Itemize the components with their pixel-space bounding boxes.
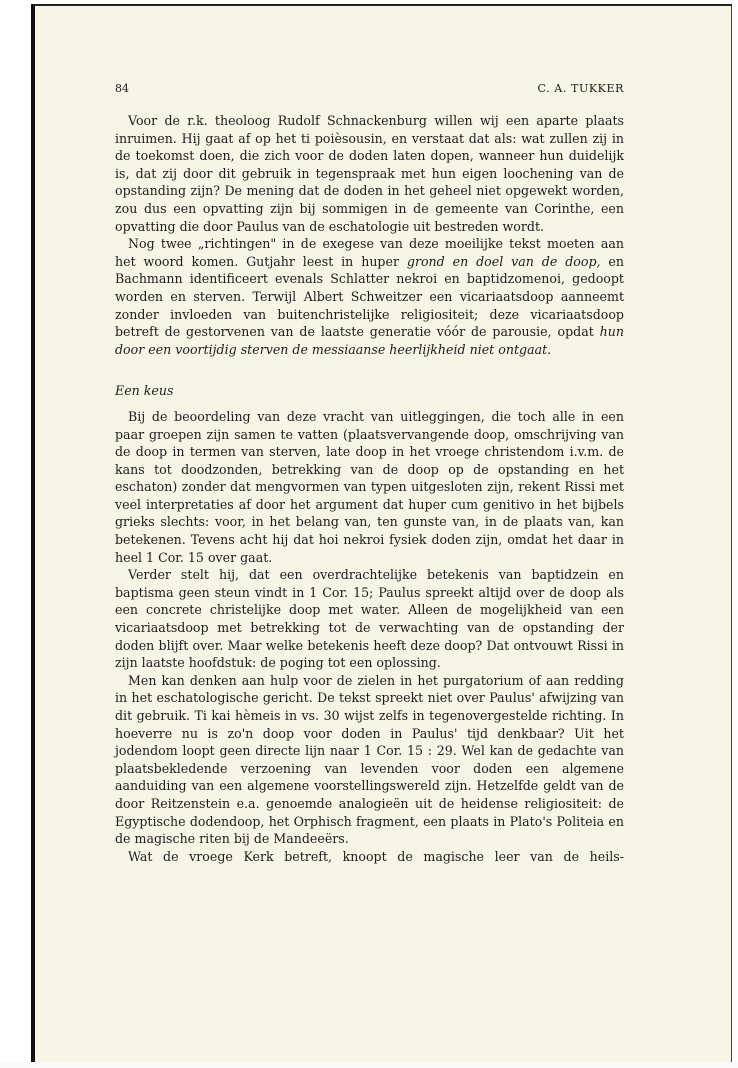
- section-heading: Een keus: [115, 383, 174, 399]
- body-text: [115, 112, 624, 865]
- page-number: 84: [115, 82, 129, 95]
- paragraph-verder: Verder stelt hij, dat een overdrachtelijke betekenis van baptidzein en baptisma geen steun vindt in 1 Cor. 15; Paulus spreekt altijd over de doop als een concrete christelijke doop met water. Alleen de mogelijkheid van een vicariaatsdoop met betrekking tot de verwachting van de opstanding der doden blijft over. Maar welke betekenis heeft deze doop? Dat ontvouwt Rissi in zijn laatste hoofdstuk: de poging tot een oplossing.: [115, 567, 624, 671]
- paragraph-vroege-kerk: Wat de vroege Kerk betreft, knoopt de magische leer van de heils-: [128, 848, 624, 864]
- scan-margin: [0, 1062, 738, 1068]
- paragraph-schnackenburg: Voor de r.k. theoloog Rudolf Schnackenburg willen wij een aparte plaats inruimen. Hij gaat af op het ti poièsousin, en verstaat dat als: wat zullen zij in de toekomst doen, die zich voor de doden laten dopen, wanneer hun duidelijk is, dat zij door dit gebruik in tegenspraak met hun eigen loochening van de opstanding zijn? De mening dat de doden in het geheel niet opgewekt worden, zou dus een opvatting zijn bij sommigen in de gemeente van Corinthe, een opvatting die door Paulus van de eschatologie uit bestreden wordt.: [115, 113, 624, 234]
- italic-phrase: hun door een voortijdig sterven de messiaanse heerlijkheid niet ontgaat.: [115, 324, 624, 357]
- paragraph-purgatorium: Men kan denken aan hulp voor de zielen in het purgatorium of aan redding in het eschatologische gericht. De tekst spreekt niet over Paulus' afwijzing van dit gebruik. Ti kai hèmeis in vs. 30 wijst zelfs in tegenovergestelde richting. In hoeverre nu is zo'n doop voor doden in Paulus' tijd denkbaar? Uit het jodendom loopt geen directe lijn naar 1 Cor. 15 : 29. Wel kan de gedachte van plaatsbekledende verzoening van levenden voor doden een algemene aanduiding van een algemene voorstellingswereld zijn. Hetzelfde geldt van de door Reitzenstein e.a. genoemde analogieën uit de heidense religiositeit: de Egyptische dodendoop, het Orphisch fragment, een plaats in Plato's Politeia en de magische riten bij de Mandeeërs.: [115, 672, 624, 847]
- text-run: en Bachmann identificeert evenals Schlatter nekroi en baptidzomenoi, gedoopt worden en sterven. Terwijl Albert Schweitzer een vicariaatsdoop aanneemt zonder invloeden van buitenchristelijke religiositeit; deze vicariaatsdoop betreft de gestorvenen van de laatste generatie vóór de parousie, opdat: [115, 253, 624, 340]
- text-run: Nog twee „richtingen" in de exegese van deze moeilijke tekst moeten aan het woord komen. Gutjahr leest in huper: [115, 236, 624, 269]
- running-head: C. A. TUKKER: [537, 82, 624, 95]
- paragraph-beoordeling: Bij de beoordeling van deze vracht van uitleggingen, die toch alle in een paar groepen zijn samen te vatten (plaatsvervangende doop, omschrijving van de doop in termen van sterven, late doop in het vroege christendom i.v.m. de kans tot doodzonden, betrekking van de doop op de opstanding en het eschaton) zonder dat mengvormen van typen uitgesloten zijn, rekent Rissi met veel interpretaties af door het argument dat huper cum genitivo in het bijbels grieks slechts: voor, in het belang van, ten gunste van, in de plaats van, kan betekenen. Tevens acht hij dat hoi nekroi fysiek doden zijn, omdat het daar in heel 1 Cor. 15 over gaat.: [115, 408, 624, 565]
- paragraph-richtingen: [115, 235, 624, 358]
- italic-phrase: grond en doel van de doop,: [406, 253, 601, 269]
- page-header: [115, 82, 624, 100]
